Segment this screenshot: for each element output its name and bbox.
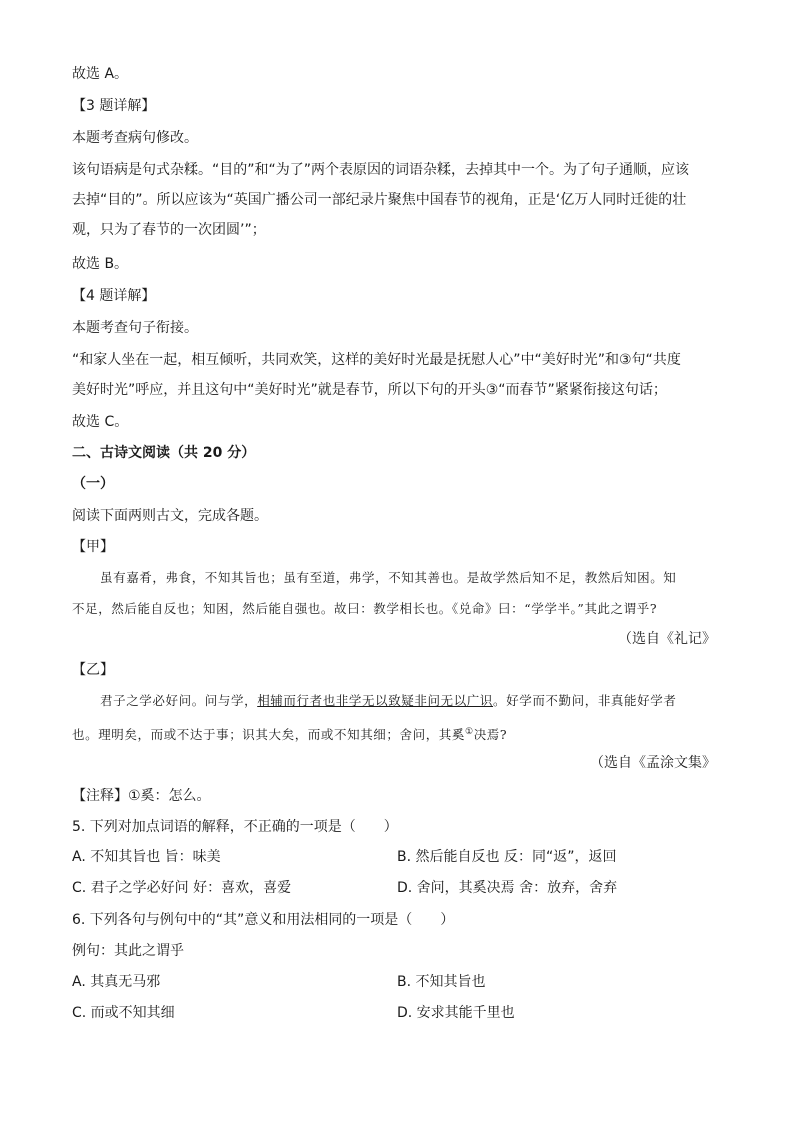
underlined-sentence: 相辅而行者也非学无以致疑非问无以广识 (257, 693, 494, 708)
text-yi-label: 【乙】 (72, 662, 114, 678)
annotation-note: 【注释】①奚：怎么。 (72, 788, 211, 804)
q4-explanation-line: 美好时光”呼应，并且这句中“美好时光”就是春节，所以下句的开头③“而春节”紧紧衔接这句话； (72, 382, 667, 398)
q4-header: 【4 题详解】 (72, 288, 156, 304)
text-jia-line: 虽有嘉肴，弗食，不知其旨也；虽有至道，弗学，不知其善也。是故学然后知不足，教然后知困。知 (100, 570, 677, 585)
text-jia-label: 【甲】 (72, 539, 114, 555)
text-yi-segment: 决焉? (473, 727, 508, 743)
section-part-label: （一） (72, 476, 114, 492)
q6-example: 例句：其此之谓乎 (72, 943, 184, 959)
footnote-marker: ① (465, 727, 474, 737)
text-yi-segment: 也。理明矣，而或不达于事；识其大矣，而或不知其细；舍问，其奚 (72, 727, 466, 743)
q3-conclusion: 故选 B。 (72, 256, 129, 272)
text-yi-line (72, 722, 507, 745)
text-yi-segment: 君子之学必好问。问与学， (100, 693, 258, 708)
q6-option-c: C. 而或不知其细 (72, 1005, 175, 1021)
text-yi-source: （选自《孟涂文集》 (590, 755, 716, 771)
q3-explanation-line: 该句语病是句式杂糅。“目的”和“为了”两个表原因的词语杂糅，去掉其中一个。为了句子通顺，应该 (72, 162, 690, 178)
q6-option-a: A. 其真无马邪 (72, 974, 161, 990)
q4-explanation-line: “和家人坐在一起，相互倾听，共同欢笑，这样的美好时光最是抚慰人心”中“美好时光”和③句“共度 (72, 352, 681, 368)
q2-conclusion: 故选 A。 (72, 66, 129, 82)
q5-stem: 5. 下列对加点词语的解释，不正确的一项是（ ） (72, 819, 398, 835)
q6-option-b: B. 不知其旨也 (397, 974, 486, 990)
q4-conclusion: 故选 C。 (72, 414, 129, 430)
q6-stem: 6. 下列各句与例句中的“其”意义和用法相同的一项是（ ） (72, 912, 455, 928)
text-yi-line (100, 691, 676, 711)
q3-explanation-line: 去掉“目的”。所以应该为“英国广播公司一部纪录片聚焦中国春节的视角，正是‘亿万人同时迁徙的壮 (72, 192, 687, 208)
q3-header: 【3 题详解】 (72, 98, 156, 114)
q5-option-c: C. 君子之学必好问 好：喜欢，喜爱 (72, 880, 292, 896)
q3-topic: 本题考查病句修改。 (72, 130, 198, 146)
q3-explanation-line: 观，只为了春节的一次团圆’”； (72, 222, 266, 238)
section-title: 二、古诗文阅读（共 20 分） (72, 445, 256, 461)
q4-topic: 本题考查句子衔接。 (72, 320, 198, 336)
q6-option-d: D. 安求其能千里也 (397, 1005, 515, 1021)
section-instruction: 阅读下面两则古文，完成各题。 (72, 508, 268, 524)
text-jia-line: 不足，然后能自反也；知困，然后能自强也。故曰：教学相长也。《兑命》曰：“学学半。”其此之谓乎? (72, 601, 658, 616)
q5-option-b: B. 然后能自反也 反：同“返”，返回 (397, 849, 617, 865)
text-yi-segment: 。好学而不勤问，非真能好学者 (493, 693, 677, 708)
text-jia-source: （选自《礼记》 (618, 631, 716, 647)
q5-option-a: A. 不知其旨也 旨：味美 (72, 849, 221, 865)
q5-option-d: D. 舍问，其奚决焉 舍：放弃，舍弃 (397, 880, 618, 896)
